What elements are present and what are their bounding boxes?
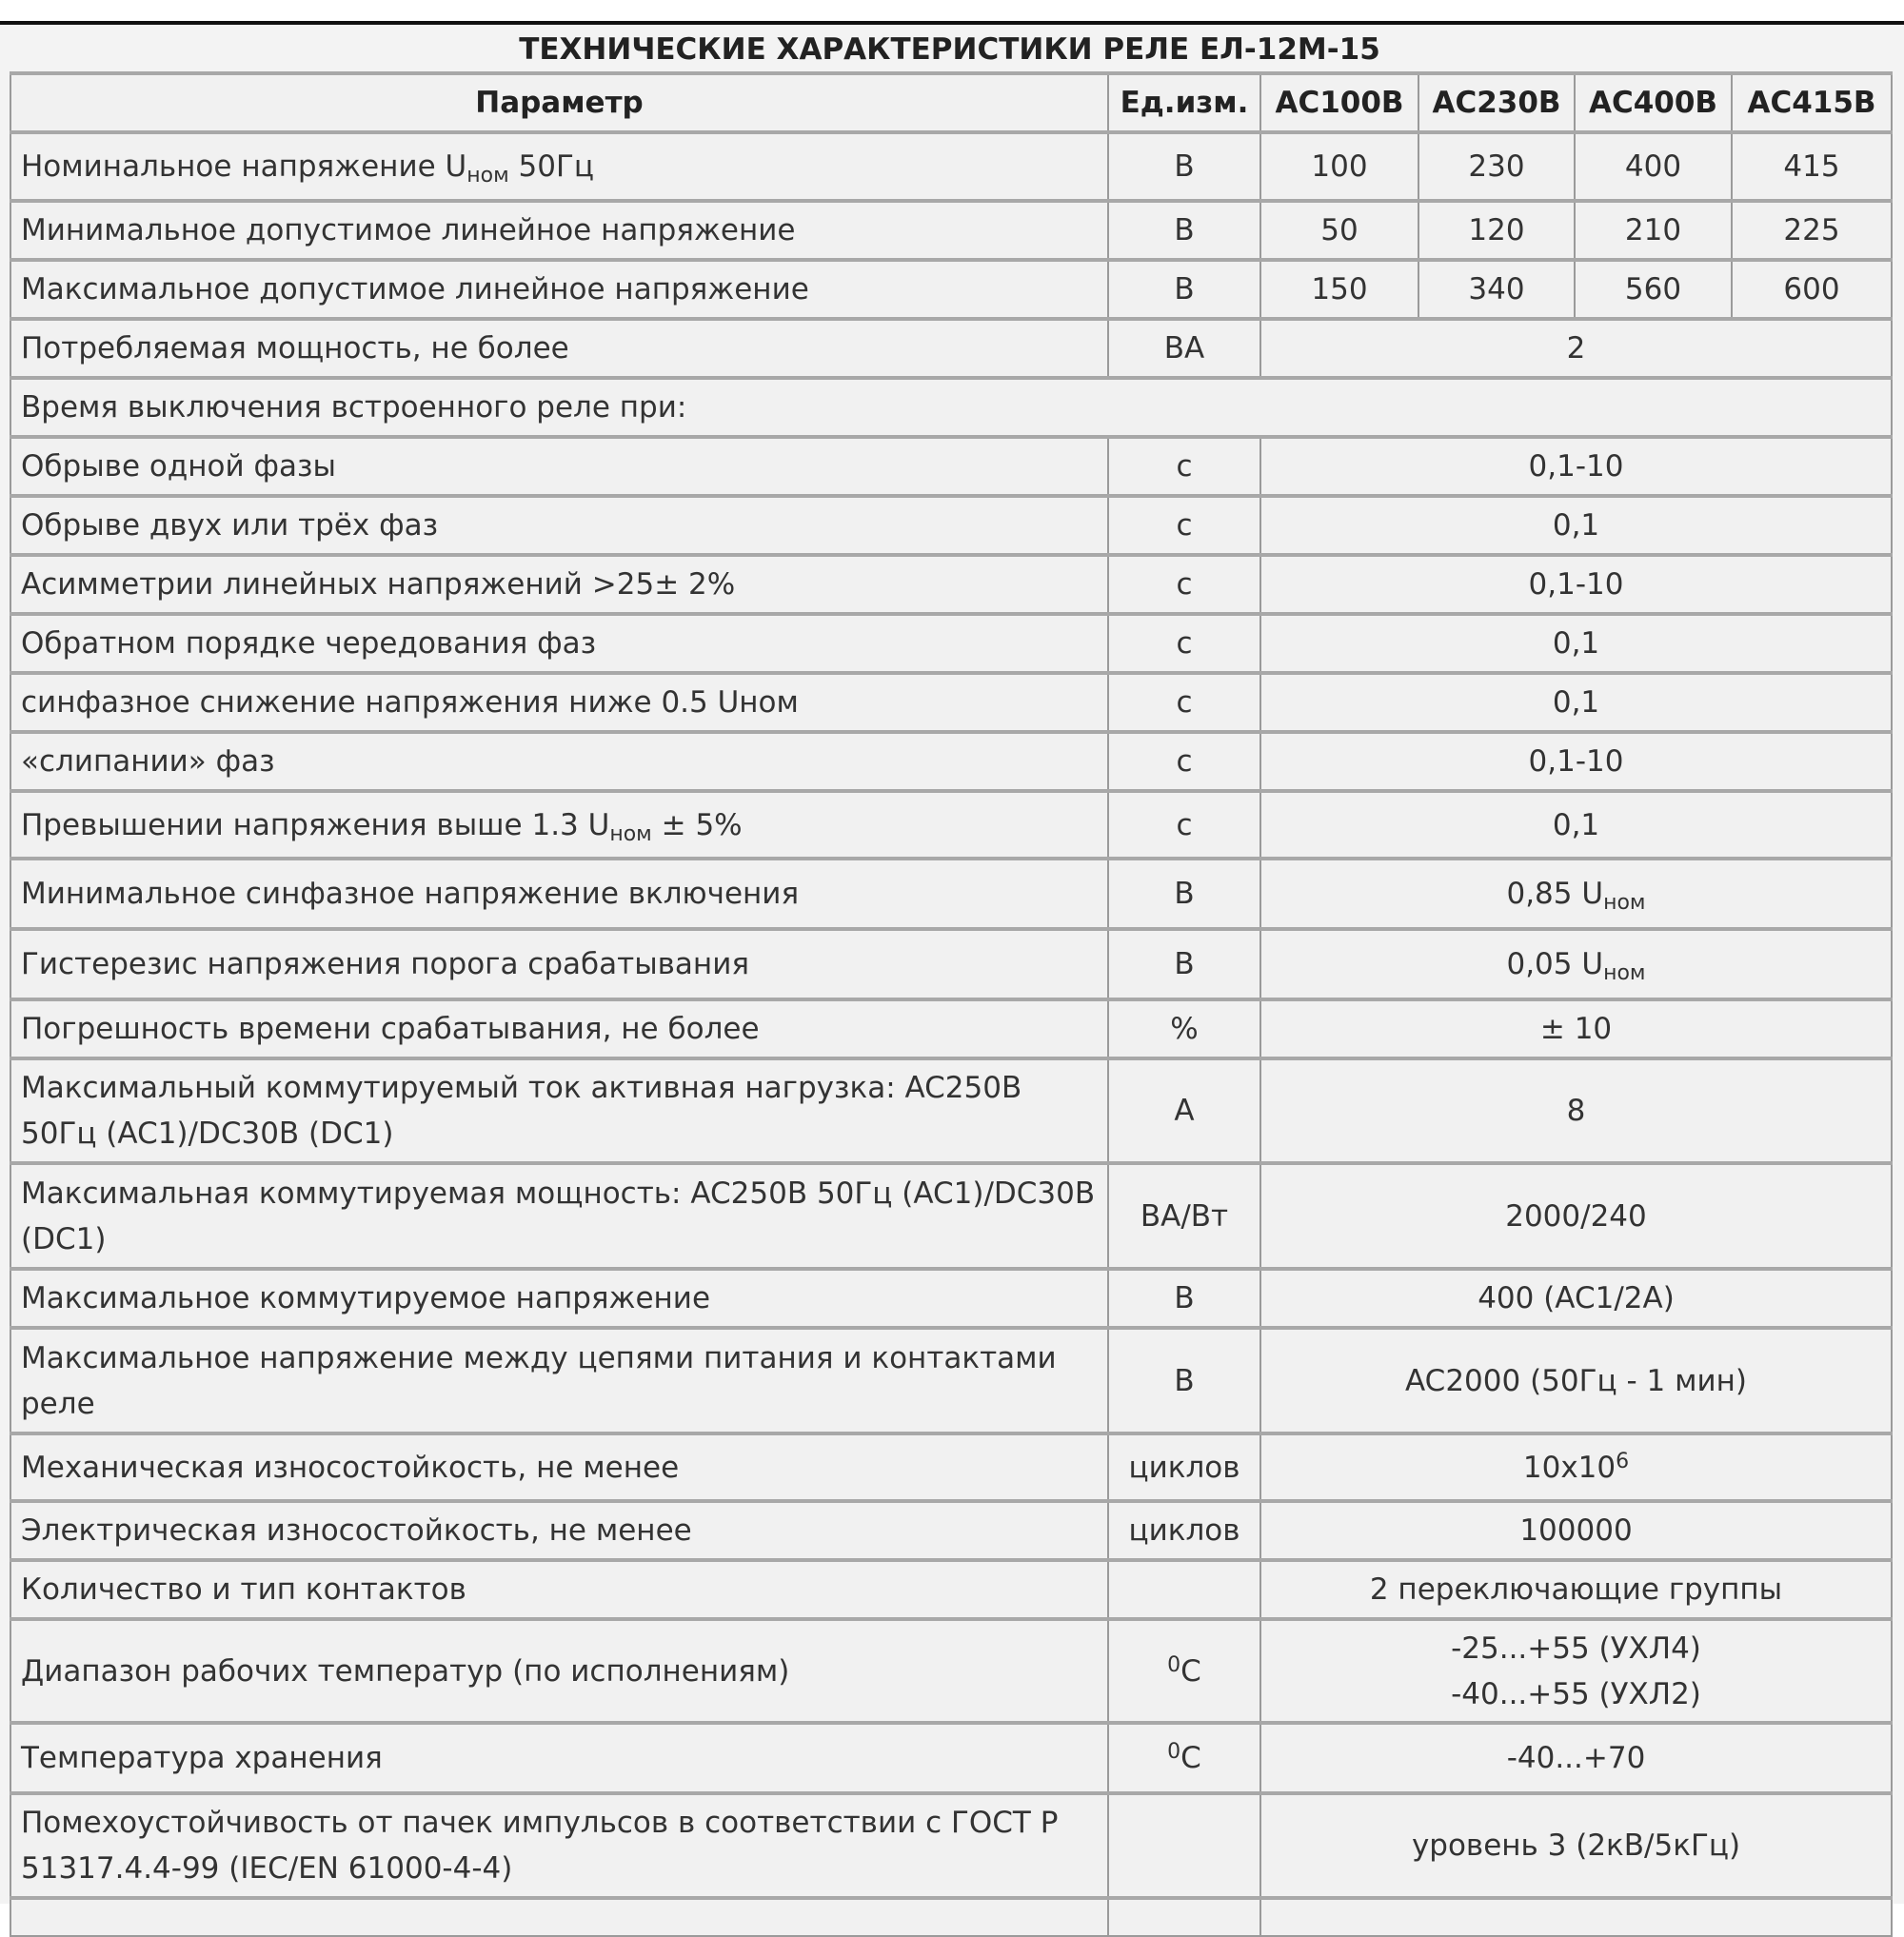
value-cell: AC2000 (50Гц - 1 мин) — [1260, 1328, 1892, 1433]
table-row — [10, 1163, 1892, 1269]
param-cell: «слипании» фаз — [10, 732, 1108, 791]
subscript: ном — [1603, 961, 1646, 985]
value-cell: уровень 3 (2кВ/5кГц) — [1260, 1793, 1892, 1898]
param-cell: Асимметрии линейных напряжений >25± 2% — [10, 555, 1108, 614]
table-row — [10, 1560, 1892, 1619]
unit-text: C — [1180, 1741, 1201, 1775]
subscript: ном — [1603, 891, 1646, 915]
param-cell: Погрешность времени срабатывания, не более — [10, 999, 1108, 1058]
value-cell: 560 — [1575, 260, 1732, 319]
unit-cell: с — [1108, 555, 1260, 614]
table-row — [10, 555, 1892, 614]
table-title: ТЕХНИЧЕСКИЕ ХАРАКТЕРИСТИКИ РЕЛЕ ЕЛ-12М-15 — [519, 32, 1380, 67]
table-row — [10, 1619, 1892, 1723]
subscript: ном — [466, 164, 509, 188]
unit-cell: с — [1108, 791, 1260, 859]
unit-cell: В — [1108, 1328, 1260, 1433]
header-ac230: AC230B — [1418, 73, 1575, 132]
table-row — [10, 732, 1892, 791]
value-cell: 400 (AC1/2A) — [1260, 1269, 1892, 1328]
value-cell: 415 — [1732, 132, 1892, 201]
value-cell: 0,1 — [1260, 496, 1892, 555]
table-row — [10, 437, 1892, 496]
unit-cell — [1108, 1793, 1260, 1898]
value-cell: 0,1-10 — [1260, 555, 1892, 614]
unit-cell: с — [1108, 496, 1260, 555]
unit-cell: с — [1108, 437, 1260, 496]
table-row — [10, 1723, 1892, 1793]
value-cell: 2000/240 — [1260, 1163, 1892, 1269]
header-parameter: Параметр — [10, 73, 1108, 132]
header-ac415: AC415B — [1732, 73, 1892, 132]
value-cell — [1260, 1619, 1892, 1723]
unit-cell: ВА/Вт — [1108, 1163, 1260, 1269]
unit-cell — [1108, 1619, 1260, 1723]
param-cell: Обратном порядке чередования фаз — [10, 614, 1108, 673]
param-text: Превышении напряжения выше 1.3 U — [21, 807, 610, 842]
unit-cell — [1108, 1560, 1260, 1619]
subscript: ном — [609, 821, 652, 846]
table-row — [10, 614, 1892, 673]
param-cell — [10, 132, 1108, 201]
param-cell: Максимальное напряжение между цепями питания и контактами реле — [10, 1328, 1108, 1433]
unit-cell: В — [1108, 929, 1260, 999]
param-cell: Гистерезис напряжения порога срабатывания — [10, 929, 1108, 999]
superscript: 6 — [1616, 1449, 1630, 1473]
table-row — [10, 1433, 1892, 1501]
param-cell: Механическая износостойкость, не менее — [10, 1433, 1108, 1501]
table-row — [10, 1058, 1892, 1163]
table-row — [10, 929, 1892, 999]
unit-cell — [1108, 1723, 1260, 1793]
unit-cell: В — [1108, 1269, 1260, 1328]
value-text: 0,05 U — [1506, 947, 1604, 981]
value-cell: 225 — [1732, 201, 1892, 260]
value-cell: 400 — [1575, 132, 1732, 201]
param-cell: Максимальное коммутируемое напряжение — [10, 1269, 1108, 1328]
section-row — [10, 378, 1892, 437]
value-cell: 150 — [1260, 260, 1418, 319]
unit-cell: циклов — [1108, 1433, 1260, 1501]
unit-cell: ВА — [1108, 319, 1260, 378]
unit-cell: циклов — [1108, 1501, 1260, 1560]
value-line: -25...+55 (УХЛ4) — [1451, 1631, 1701, 1666]
unit-cell — [1108, 1898, 1260, 1936]
unit-cell: В — [1108, 260, 1260, 319]
table-row-partial — [10, 1898, 1892, 1936]
param-text: ± 5% — [651, 807, 743, 842]
value-cell: 230 — [1418, 132, 1575, 201]
section-label: Время выключения встроенного реле при: — [10, 378, 1892, 437]
table-row — [10, 791, 1892, 859]
value-cell: 0,1 — [1260, 791, 1892, 859]
table-row — [10, 673, 1892, 732]
param-cell: Минимальное допустимое линейное напряжение — [10, 201, 1108, 260]
table-row — [10, 1328, 1892, 1433]
value-cell: 8 — [1260, 1058, 1892, 1163]
header-ac100: AC100B — [1260, 73, 1418, 132]
table-row — [10, 319, 1892, 378]
spec-panel — [0, 25, 1904, 1904]
value-cell: 2 — [1260, 319, 1892, 378]
param-cell — [10, 1898, 1108, 1936]
header-ac400: AC400B — [1575, 73, 1732, 132]
superscript: 0 — [1167, 1740, 1181, 1764]
param-cell: Обрыве одной фазы — [10, 437, 1108, 496]
unit-cell: А — [1108, 1058, 1260, 1163]
param-cell: Диапазон рабочих температур (по исполнениям) — [10, 1619, 1108, 1723]
value-cell: 0,1 — [1260, 614, 1892, 673]
unit-cell: % — [1108, 999, 1260, 1058]
table-row — [10, 260, 1892, 319]
value-cell — [1260, 1898, 1892, 1936]
value-cell: 210 — [1575, 201, 1732, 260]
param-cell — [10, 791, 1108, 859]
table-row — [10, 1269, 1892, 1328]
value-line: -40...+55 (УХЛ2) — [1451, 1676, 1701, 1711]
unit-cell: с — [1108, 673, 1260, 732]
table-row — [10, 999, 1892, 1058]
param-cell: Электрическая износостойкость, не менее — [10, 1501, 1108, 1560]
value-cell — [1260, 1433, 1892, 1501]
value-cell: 0,1-10 — [1260, 732, 1892, 791]
spec-table — [10, 71, 1893, 1937]
param-cell: Максимальная коммутируемая мощность: AC250B 50Гц (AC1)/DC30B (DC1) — [10, 1163, 1108, 1269]
table-row — [10, 1793, 1892, 1898]
param-text: 50Гц — [508, 149, 594, 184]
value-cell: -40...+70 — [1260, 1723, 1892, 1793]
value-cell: 0,1-10 — [1260, 437, 1892, 496]
value-text: 10x10 — [1522, 1450, 1616, 1485]
value-cell: 0,1 — [1260, 673, 1892, 732]
value-cell: 100 — [1260, 132, 1418, 201]
unit-cell: В — [1108, 859, 1260, 929]
param-cell: Температура хранения — [10, 1723, 1108, 1793]
value-cell — [1260, 929, 1892, 999]
param-text: Номинальное напряжение U — [21, 149, 467, 184]
superscript: 0 — [1167, 1652, 1181, 1677]
table-row — [10, 132, 1892, 201]
unit-cell: с — [1108, 614, 1260, 673]
table-row — [10, 496, 1892, 555]
value-cell: 120 — [1418, 201, 1575, 260]
param-cell: Количество и тип контактов — [10, 1560, 1108, 1619]
param-cell: синфазное снижение напряжения ниже 0.5 Uном — [10, 673, 1108, 732]
param-cell: Помехоустойчивость от пачек импульсов в соответствии с ГОСТ Р 51317.4.4-99 (IEC/EN 61000-4-4) — [10, 1793, 1108, 1898]
param-cell: Потребляемая мощность, не более — [10, 319, 1108, 378]
table-row — [10, 1501, 1892, 1560]
param-cell: Максимальный коммутируемый ток активная нагрузка: AC250B 50Гц (AC1)/DC30B (DC1) — [10, 1058, 1108, 1163]
param-cell: Обрыве двух или трёх фаз — [10, 496, 1108, 555]
param-cell: Минимальное синфазное напряжение включения — [10, 859, 1108, 929]
value-cell: 2 переключающие группы — [1260, 1560, 1892, 1619]
table-row — [10, 859, 1892, 929]
value-cell: 600 — [1732, 260, 1892, 319]
value-cell: 340 — [1418, 260, 1575, 319]
value-cell: 100000 — [1260, 1501, 1892, 1560]
header-unit: Ед.изм. — [1108, 73, 1260, 132]
unit-cell: В — [1108, 201, 1260, 260]
unit-cell: В — [1108, 132, 1260, 201]
value-cell: 50 — [1260, 201, 1418, 260]
table-row — [10, 201, 1892, 260]
value-text: 0,85 U — [1506, 877, 1604, 911]
value-cell: ± 10 — [1260, 999, 1892, 1058]
unit-text: C — [1180, 1653, 1201, 1689]
param-cell: Максимальное допустимое линейное напряжение — [10, 260, 1108, 319]
unit-cell: с — [1108, 732, 1260, 791]
value-cell — [1260, 859, 1892, 929]
header-row — [10, 73, 1892, 132]
